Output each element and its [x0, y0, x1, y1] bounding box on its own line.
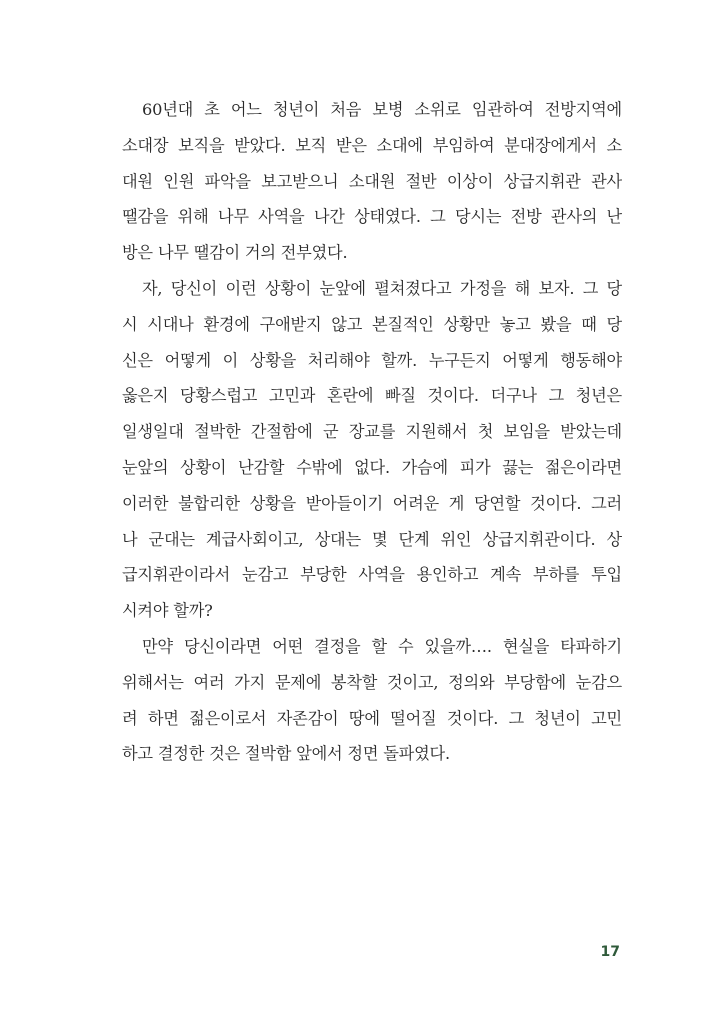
text-line: 시켜야 할까? [122, 601, 213, 621]
text-line: 땔감을 위해 나무 사역을 나간 상태였다. 그 당시는 전방 관사의 난 [122, 207, 622, 227]
text-line: 일생일대 절박한 간절함에 군 장교를 지원해서 첫 보임을 받았는데 [122, 422, 622, 442]
paragraph-3 [122, 629, 622, 772]
text-line: 방은 나무 땔감이 거의 전부였다. [122, 243, 348, 263]
text-line: 신은 어떻게 이 상황을 처리해야 할까. 누구든지 어떻게 행동해야 [122, 350, 622, 370]
text-line: 자, 당신이 이런 상황이 눈앞에 펼쳐졌다고 가정을 해 보자. 그 당 [142, 278, 622, 298]
text-line: 옳은지 당황스럽고 고민과 혼란에 빠질 것이다. 더구나 그 청년은 [122, 386, 622, 406]
text-line: 이러한 불합리한 상황을 받아들이기 어려운 게 당연할 것이다. 그러 [122, 493, 622, 513]
text-line: 소대장 보직을 받았다. 보직 받은 소대에 부임하여 분대장에게서 소 [122, 135, 622, 155]
page-number: 17 [600, 944, 620, 960]
paragraph-1 [122, 92, 622, 271]
text-line: 시 시대나 환경에 구애받지 않고 본질적인 상황만 놓고 봤을 때 당 [122, 314, 622, 334]
text-line: 위해서는 여러 가지 문제에 봉착할 것이고, 정의와 부당함에 눈감으 [122, 672, 622, 692]
text-line: 눈앞의 상황이 난감할 수밖에 없다. 가슴에 피가 끓는 젊은이라면 [122, 457, 622, 477]
text-line: 대원 인원 파악을 보고받으니 소대원 절반 이상이 상급지휘관 관사 [122, 171, 622, 191]
body-text [122, 92, 622, 772]
text-line: 만약 당신이라면 어떤 결정을 할 수 있을까…. 현실을 타파하기 [142, 636, 622, 656]
text-line: 하고 결정한 것은 절박함 앞에서 정면 돌파였다. [122, 744, 450, 764]
text-line: 60년대 초 어느 청년이 처음 보병 소위로 임관하여 전방지역에 [142, 100, 622, 119]
text-line: 려 하면 젊은이로서 자존감이 땅에 떨어질 것이다. 그 청년이 고민 [122, 708, 622, 728]
text-line: 급지휘관이라서 눈감고 부당한 사역을 용인하고 계속 부하를 투입 [122, 565, 622, 585]
text-line: 나 군대는 계급사회이고, 상대는 몇 단계 위인 상급지휘관이다. 상 [122, 529, 622, 549]
paragraph-2 [122, 271, 622, 629]
